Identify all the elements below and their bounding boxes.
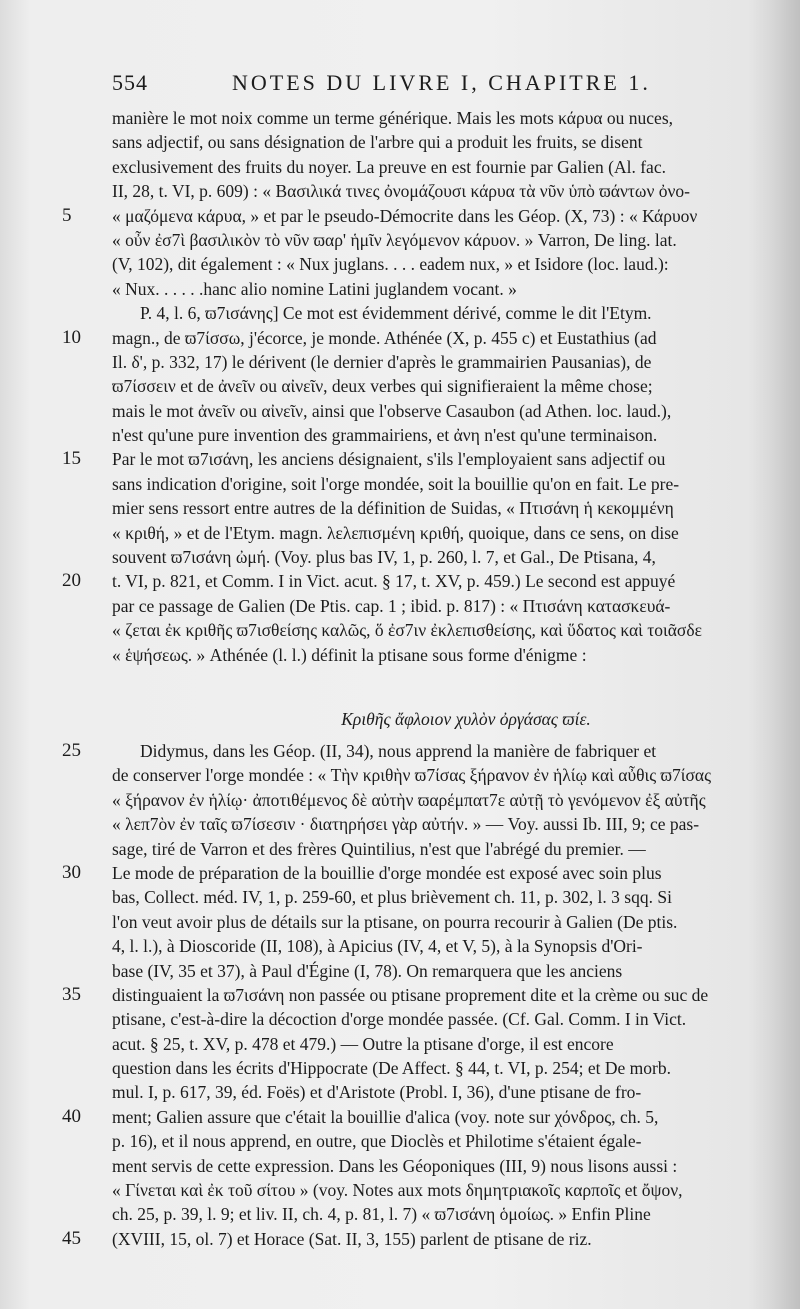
line-text: « Γίνεται καὶ ἐκ τοῦ σίτου » (voy. Notes aux mots δημητριακοῖς καρποῖς et ὄψον,	[112, 1180, 683, 1201]
page-number: 554	[112, 70, 148, 95]
line-number: 10	[62, 326, 81, 348]
line-text: par ce passage de Galien (De Ptis. cap. 1 ; ibid. p. 817) : « Πτισάνη κατασκευά-	[112, 595, 671, 616]
text-line	[112, 959, 780, 983]
line-text: Κριθῆς ἄφλοιον χυλὸν ὀργάσας ϖίε.	[341, 708, 591, 729]
text-line	[112, 399, 780, 423]
line-text: « οὖν ἐσ7ὶ βασιλικὸν τὸ νῦν ϖαρ' ἡμῖν λεγόμενον κάρυον. » Varron, De ling. lat.	[112, 229, 677, 250]
text-line	[112, 228, 780, 252]
text-line	[112, 788, 780, 812]
line-number: 40	[62, 1105, 81, 1127]
text-line	[112, 1056, 780, 1080]
line-text: Le mode de préparation de la bouillie d'orge mondée est exposé avec soin plus	[112, 862, 662, 883]
line-text: mier sens ressort entre autres de la définition de Suidas, « Πτισάνη ἡ κεκομμένη	[112, 498, 674, 519]
text-line	[112, 1178, 780, 1202]
text-line	[62, 447, 780, 471]
text-line	[112, 545, 780, 569]
text-line	[112, 350, 780, 374]
line-number: 45	[62, 1227, 81, 1249]
line-text: n'est qu'une pure invention des grammairiens, et ἀνη n'est qu'une terminaison.	[112, 425, 658, 446]
line-text: question dans les écrits d'Hippocrate (De Affect. § 44, t. VI, p. 254; et De morb.	[112, 1058, 671, 1079]
text-line	[112, 763, 780, 787]
line-text: Il. δ', p. 332, 17) le dérivent (le dernier d'après le grammairien Pausanias), de	[112, 351, 652, 372]
line-text: Didymus, dans les Géop. (II, 34), nous apprend la manière de fabriquer et	[140, 740, 657, 761]
text-line	[112, 1032, 780, 1056]
text-line	[112, 521, 780, 545]
text-line	[62, 739, 780, 763]
text-line	[112, 667, 780, 699]
text-line	[112, 423, 780, 447]
line-text: mais le mot ἀνεῖν ou αἰνεῖν, ainsi que l'observe Casaubon (ad Athen. loc. laud.),	[112, 400, 672, 421]
line-text: magn., de ϖ7ίσσω, j'écorce, je monde. Athénée (X, p. 455 c) et Eustathius (ad	[112, 327, 657, 348]
line-text: ment; Galien assure que c'était la bouillie d'alica (voy. note sur χόνδρος, ch. 5,	[112, 1106, 659, 1127]
text-line	[112, 1080, 780, 1104]
text-line	[112, 374, 780, 398]
line-text: exclusivement des fruits du noyer. La preuve en est fournie par Galien (Al. fac.	[112, 156, 666, 177]
line-text: « κριθή, » et de l'Etym. magn. λελεπισμένη κριθή, quoique, dans ce sens, on dise	[112, 522, 679, 543]
running-header	[112, 70, 702, 102]
text-line	[62, 1105, 780, 1129]
line-text: « ξήρανον ἐν ἡλίῳ· ἀποτιθέμενος δὲ αὐτὴν ϖαρέμπατ7ε αὐτῇ τὸ γενόμενον ἐξ αὐτῆς	[112, 789, 706, 810]
text-line	[112, 252, 780, 276]
notes-text-block	[62, 106, 780, 1251]
text-line	[112, 1154, 780, 1178]
text-line	[112, 837, 780, 861]
text-line	[112, 155, 780, 179]
line-text: II, 28, t. VI, p. 609) : « Βασιλικά τινες ὀνομάζουσι κάρυα τὰ νῦν ὑπὸ ϖάντων ὀνο-	[112, 181, 690, 202]
text-line	[112, 812, 780, 836]
text-line	[112, 594, 780, 618]
line-text: base (IV, 35 et 37), à Paul d'Égine (I, 78). On remarquera que les anciens	[112, 960, 623, 981]
line-text: de conserver l'orge mondée : « Τὴν κριθὴν ϖ7ίσας ξήρανον ἐν ἡλίῳ καὶ αὖθις ϖ7ίσας	[112, 765, 712, 786]
running-title: NOTES DU LIVRE I, CHAPITRE 1.	[232, 70, 651, 95]
line-text: manière le mot noix comme un terme générique. Mais les mots κάρυα ou nuces,	[112, 108, 673, 128]
line-text: mul. I, p. 617, 39, éd. Foës) et d'Aristote (Probl. I, 36), d'une ptisane de fro-	[112, 1082, 642, 1103]
text-line	[62, 326, 780, 350]
text-line	[112, 496, 780, 520]
line-text: ptisane, c'est-à-dire la décoction d'orge mondée passée. (Cf. Gal. Comm. I in Vict.	[112, 1009, 687, 1030]
line-text: P. 4, l. 6, ϖ7ισάνης] Ce mot est évidemment dérivé, comme le dit l'Etym.	[140, 303, 652, 324]
text-line	[62, 204, 780, 228]
text-line	[112, 179, 780, 203]
line-number: 30	[62, 861, 81, 883]
line-text: « ζεται ἐκ κριθῆς ϖ7ισθείσης καλῶς, ὅ ἐσ7ιν ἐκλεπισθείσης, καὶ ὕδατος καὶ τοιᾶσδε	[112, 620, 702, 641]
text-line	[112, 1007, 780, 1031]
line-text: 4, l. l.), à Dioscoride (II, 108), à Apicius (IV, 4, et V, 5), à la Synopsis d'Ori-	[112, 936, 643, 957]
text-line	[112, 643, 780, 667]
text-line	[62, 861, 780, 885]
line-text: ch. 25, p. 39, l. 9; et liv. II, ch. 4, p. 81, l. 7) « ϖ7ισάνη ὁμοίως. » Enfin Pline	[112, 1204, 651, 1225]
text-line	[112, 106, 780, 130]
line-text: bas, Collect. méd. IV, 1, p. 259-60, et plus brièvement ch. 11, p. 302, l. 3 sqq. Si	[112, 887, 672, 908]
text-line	[62, 1227, 780, 1251]
text-line	[112, 1202, 780, 1226]
line-text: (V, 102), dit également : « Nux juglans. . . . eadem nux, » et Isidore (loc. laud.):	[112, 254, 669, 275]
text-line	[112, 1129, 780, 1153]
line-number: 25	[62, 739, 81, 761]
line-number: 5	[62, 204, 72, 226]
line-text: sans indication d'origine, soit l'orge mondée, soit la bouillie qu'on en fait. Le pre-	[112, 473, 680, 494]
line-text: l'on veut avoir plus de détails sur la ptisane, on pourra recourir à Galien (De ptis.	[112, 911, 678, 932]
text-line	[112, 910, 780, 934]
text-line	[62, 983, 780, 1007]
text-line	[112, 130, 780, 154]
line-text: « Nux. . . . . .hanc alio nomine Latini juglandem vocant. »	[112, 278, 517, 299]
line-text: « ἑψήσεως. » Athénée (l. l.) définit la ptisane sous forme d'énigme :	[112, 644, 587, 665]
line-text: p. 16), et il nous apprend, en outre, que Dioclès et Philotime s'étaient égale-	[112, 1131, 642, 1152]
line-number: 20	[62, 570, 81, 592]
line-text: « μαζόμενα κάρυα, » et par le pseudo-Démocrite dans les Géop. (X, 73) : « Κάρυον	[112, 205, 698, 226]
line-text: sage, tiré de Varron et des frères Quintilius, n'est que l'abrégé du premier. —	[112, 838, 646, 859]
line-text: souvent ϖ7ισάνη ὠμή. (Voy. plus bas IV, 1, p. 260, l. 7, et Gal., De Ptisana, 4,	[112, 547, 656, 568]
text-line	[62, 569, 780, 593]
line-text: ϖ7ίσσειν et de ἀνεῖν ou αἰνεῖν, deux verbes qui signifieraient la même chose;	[112, 376, 653, 397]
line-text: Par le mot ϖ7ισάνη, les anciens désignaient, s'ils l'employaient sans adjectif ou	[112, 449, 666, 470]
text-line	[112, 618, 780, 642]
line-text: « λεπ7ὸν ἐν ταῖς ϖ7ίσεσιν · διατηρήσει γὰρ αὐτήν. » — Voy. aussi Ib. III, 9; ce pas-	[112, 814, 700, 835]
line-text: (XVIII, 15, ol. 7) et Horace (Sat. II, 3, 155) parlent de ptisane de riz.	[112, 1228, 592, 1249]
verse-line	[112, 699, 780, 739]
text-line	[112, 934, 780, 958]
text-line	[112, 277, 780, 301]
text-line	[112, 885, 780, 909]
text-line	[112, 472, 780, 496]
line-text: t. VI, p. 821, et Comm. I in Vict. acut. § 17, t. XV, p. 459.) Le second est appuyé	[112, 571, 676, 592]
line-text: sans adjectif, ou sans désignation de l'arbre qui a produit les fruits, se disent	[112, 132, 643, 153]
line-number: 35	[62, 983, 81, 1005]
text-line	[112, 301, 780, 325]
line-text: acut. § 25, t. XV, p. 478 et 479.) — Outre la ptisane d'orge, il est encore	[112, 1033, 614, 1054]
line-number: 15	[62, 448, 81, 470]
line-text: ment servis de cette expression. Dans les Géoponiques (III, 9) nous lisons aussi :	[112, 1155, 678, 1176]
line-text: distinguaient la ϖ7ισάνη non passée ou ptisane proprement dite et la crème ou suc de	[112, 984, 709, 1005]
